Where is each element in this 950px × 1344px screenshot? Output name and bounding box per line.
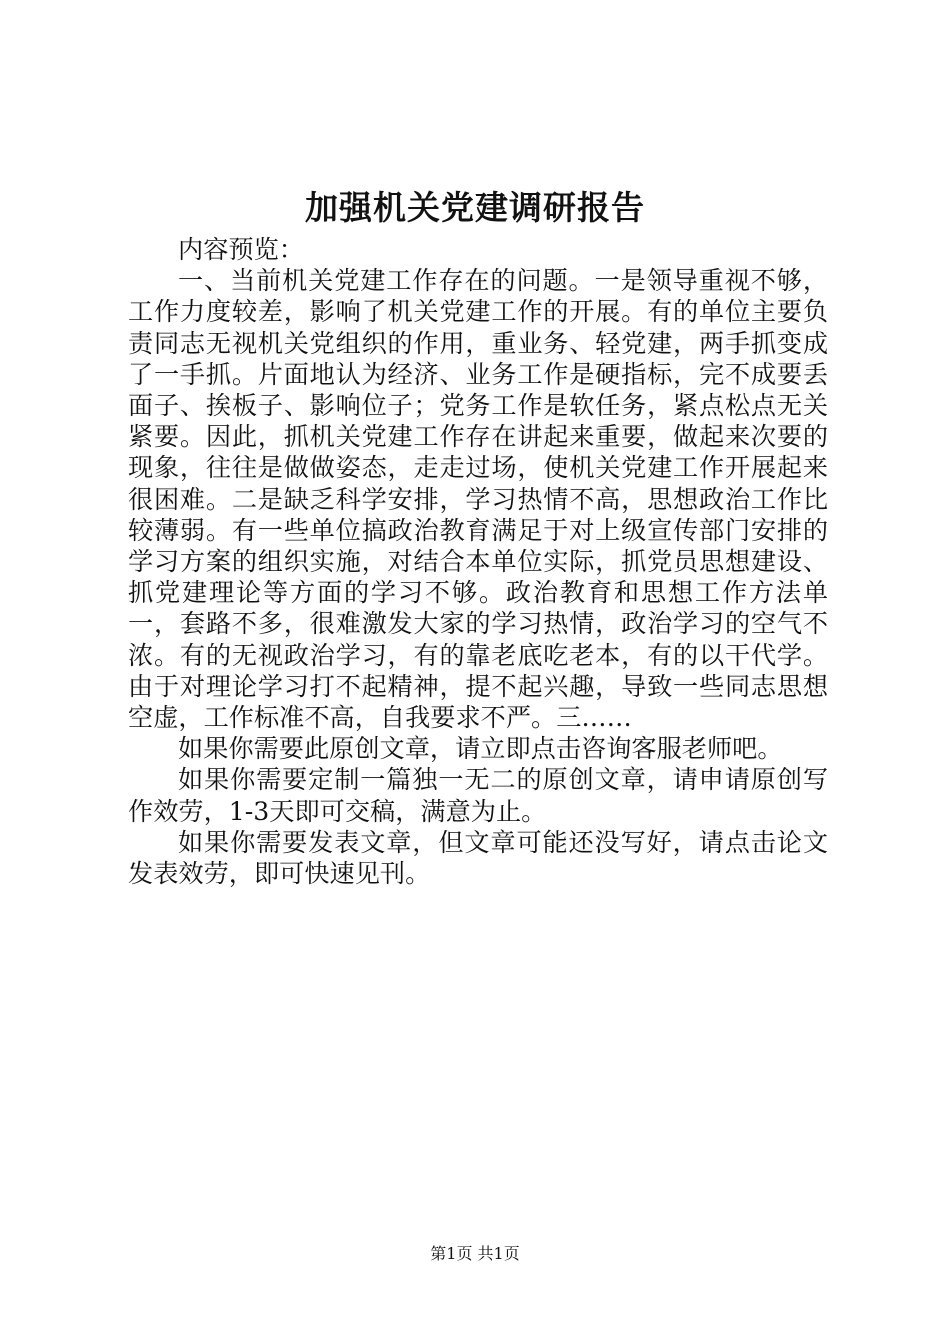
custom-writing-paragraph: 如果你需要定制一篇独一无二的原创文章，请申请原创写作效劳，1-3天即可交稿，满意为止。 <box>128 765 828 826</box>
body-paragraph: 一、当前机关党建工作存在的问题。一是领导重视不够，工作力度较差，影响了机关党建工作的开展。有的单位主要负责同志无视机关党组织的作用，重业务、轻党建，两手抓变成了一手抓。片面地认为经济、业务工作是硬指标，完不成要丢面子、挨板子、影响位子；党务工作是软任务，紧点松点无关紧要。因此，抓机关党建工作存在讲起来重要，做起来次要的现象，往往是做做姿态，走走过场，使机关党建工作开展起来很困难。二是缺乏科学安排，学习热情不高，思想政治工作比较薄弱。有一些单位搞政治教育满足于对上级宣传部门安排的学习方案的组织实施，对结合本单位实际，抓党员思想建设、抓党建理论等方面的学习不够。政治教育和思想工作方法单一，套路不多，很难激发大家的学习热情，政治学习的空气不浓。有的无视政治学习，有的靠老底吃老本，有的以干代学。由于对理论学习打不起精神，提不起兴趣，导致一些同志思想空虚，工作标准不高，自我要求不严。三…… <box>128 266 828 733</box>
preview-label: 内容预览： <box>178 235 304 264</box>
page-number: 第1页 共1页 <box>430 1244 520 1263</box>
publish-paragraph: 如果你需要发表文章，但文章可能还没写好，请点击论文发表效劳，即可快速见刊。 <box>128 827 828 889</box>
document-title: 加强机关党建调研报告 <box>305 188 645 227</box>
consult-paragraph: 如果你需要此原创文章，请立即点击咨询客服老师吧。 <box>178 734 783 764</box>
document-body <box>128 234 828 889</box>
